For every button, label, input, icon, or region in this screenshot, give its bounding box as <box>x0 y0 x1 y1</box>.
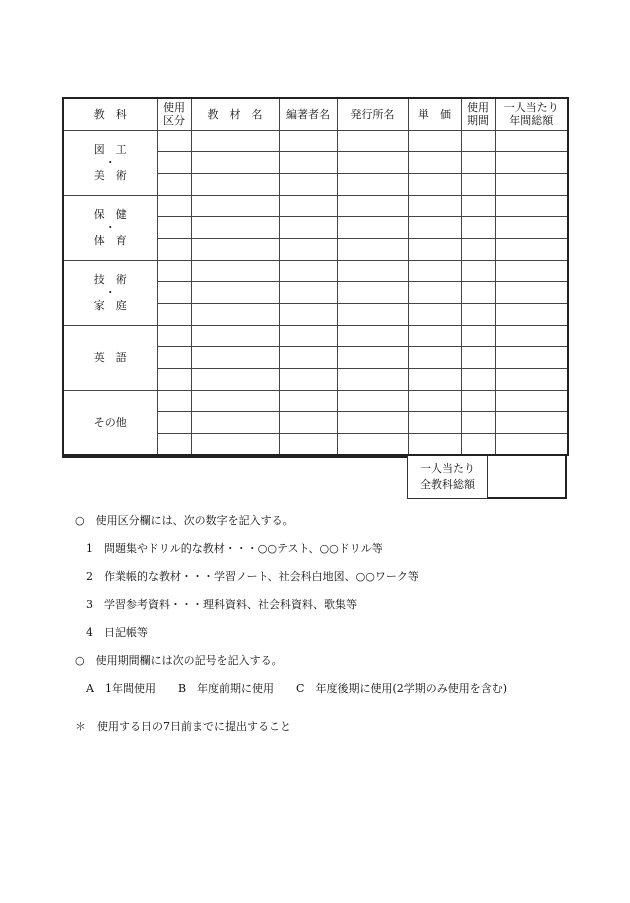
note-usage-period: ○ 使用期間欄には次の記号を記入する。 <box>75 654 283 667</box>
entry-cell[interactable] <box>279 152 337 174</box>
entry-cell[interactable] <box>495 369 568 391</box>
note-deadline: ＊ 使用する日の7日前までに提出すること <box>75 720 291 733</box>
entry-cell[interactable] <box>461 390 495 412</box>
entry-cell[interactable] <box>461 152 495 174</box>
entry-cell[interactable] <box>191 260 279 282</box>
subject-separator: ・ <box>104 156 116 170</box>
entry-cell[interactable] <box>279 347 337 369</box>
entry-cell[interactable] <box>337 195 408 217</box>
header-author: 編著者名 <box>279 98 337 130</box>
subject-label: 保 健 <box>93 208 127 222</box>
entry-cell[interactable] <box>495 260 568 282</box>
entry-cell[interactable] <box>495 173 568 195</box>
entry-cell[interactable] <box>157 304 191 326</box>
entry-cell[interactable] <box>191 282 279 304</box>
header-publisher: 発行所名 <box>337 98 408 130</box>
header-annual-total: 一人当たり年間総額 <box>495 98 568 130</box>
entry-cell[interactable] <box>495 434 568 456</box>
entry-cell[interactable] <box>408 282 461 304</box>
entry-cell[interactable] <box>461 347 495 369</box>
subject-label: 英 語 <box>93 351 127 365</box>
entry-cell[interactable] <box>157 260 191 282</box>
entry-cell[interactable] <box>337 152 408 174</box>
entry-cell[interactable] <box>157 152 191 174</box>
entry-cell[interactable] <box>495 195 568 217</box>
entry-cell[interactable] <box>279 304 337 326</box>
entry-cell[interactable] <box>461 173 495 195</box>
entry-cell[interactable] <box>337 238 408 260</box>
entry-cell[interactable] <box>337 325 408 347</box>
entry-cell[interactable] <box>191 325 279 347</box>
entry-cell[interactable] <box>157 217 191 239</box>
note-usage-type-1: 1 問題集やドリル的な教材・・・○○テスト、○○ドリル等 <box>86 542 383 555</box>
entry-cell[interactable] <box>157 173 191 195</box>
entry-cell[interactable] <box>461 369 495 391</box>
entry-cell[interactable] <box>337 260 408 282</box>
entry-cell[interactable] <box>408 195 461 217</box>
header-material-name: 教 材 名 <box>191 98 279 130</box>
entry-cell[interactable] <box>461 412 495 434</box>
total-label <box>407 456 487 499</box>
entry-cell[interactable] <box>337 369 408 391</box>
subject-label: 美 術 <box>93 169 127 183</box>
entry-cell[interactable] <box>191 217 279 239</box>
entry-cell[interactable] <box>461 217 495 239</box>
entry-cell[interactable] <box>157 412 191 434</box>
subject-cell <box>63 325 157 390</box>
table-row <box>63 195 568 217</box>
entry-cell[interactable] <box>191 195 279 217</box>
total-value-cell[interactable] <box>487 456 567 499</box>
entry-cell[interactable] <box>157 390 191 412</box>
entry-cell[interactable] <box>157 347 191 369</box>
entry-cell[interactable] <box>408 152 461 174</box>
total-row-blank <box>62 456 407 501</box>
entry-cell[interactable] <box>408 434 461 456</box>
entry-cell[interactable] <box>408 412 461 434</box>
header-usage-type: 使用区分 <box>157 98 191 130</box>
total-label-line1: 一人当たり <box>420 462 475 475</box>
entry-cell[interactable] <box>191 173 279 195</box>
entry-cell[interactable] <box>157 369 191 391</box>
entry-cell[interactable] <box>279 217 337 239</box>
entry-cell[interactable] <box>337 412 408 434</box>
entry-cell[interactable] <box>191 238 279 260</box>
entry-cell[interactable] <box>495 152 568 174</box>
table-row <box>63 325 568 347</box>
entry-cell[interactable] <box>337 434 408 456</box>
entry-cell[interactable] <box>279 173 337 195</box>
entry-cell[interactable] <box>495 325 568 347</box>
entry-cell[interactable] <box>461 304 495 326</box>
entry-cell[interactable] <box>337 217 408 239</box>
entry-cell[interactable] <box>461 195 495 217</box>
entry-cell[interactable] <box>408 238 461 260</box>
entry-cell[interactable] <box>337 282 408 304</box>
total-row <box>62 456 567 499</box>
entry-cell[interactable] <box>461 434 495 456</box>
note-usage-type-3: 3 学習参考資料・・・理科資料、社会科資料、歌集等 <box>86 598 357 611</box>
entry-cell[interactable] <box>337 347 408 369</box>
header-unit-price: 単 価 <box>408 98 461 130</box>
entry-cell[interactable] <box>279 195 337 217</box>
entry-cell[interactable] <box>157 130 191 152</box>
entry-cell[interactable] <box>191 390 279 412</box>
entry-cell[interactable] <box>191 434 279 456</box>
entry-cell[interactable] <box>408 304 461 326</box>
entry-cell[interactable] <box>191 152 279 174</box>
entry-cell[interactable] <box>279 434 337 456</box>
entry-cell[interactable] <box>461 130 495 152</box>
entry-cell[interactable] <box>337 390 408 412</box>
entry-cell[interactable] <box>337 304 408 326</box>
entry-cell[interactable] <box>279 390 337 412</box>
entry-cell[interactable] <box>337 130 408 152</box>
entry-cell[interactable] <box>191 347 279 369</box>
entry-cell[interactable] <box>495 347 568 369</box>
subject-separator: ・ <box>104 286 116 300</box>
entry-cell[interactable] <box>461 238 495 260</box>
entry-cell[interactable] <box>337 173 408 195</box>
subject-separator: ・ <box>104 221 116 235</box>
entry-cell[interactable] <box>279 130 337 152</box>
entry-cell[interactable] <box>157 325 191 347</box>
entry-cell[interactable] <box>408 173 461 195</box>
entry-cell[interactable] <box>461 260 495 282</box>
subject-cell <box>63 195 157 260</box>
entry-cell[interactable] <box>495 412 568 434</box>
entry-cell[interactable] <box>408 325 461 347</box>
entry-cell[interactable] <box>157 238 191 260</box>
subject-cell <box>63 260 157 325</box>
entry-cell[interactable] <box>461 282 495 304</box>
entry-cell[interactable] <box>495 304 568 326</box>
entry-cell[interactable] <box>279 412 337 434</box>
subject-cell <box>63 390 157 455</box>
entry-cell[interactable] <box>191 304 279 326</box>
subject-label: 技 術 <box>93 273 127 287</box>
header-subject: 教 科 <box>63 98 157 130</box>
entry-cell[interactable] <box>191 412 279 434</box>
entry-cell[interactable] <box>495 217 568 239</box>
table-row <box>63 130 568 152</box>
entry-cell[interactable] <box>495 282 568 304</box>
entry-cell[interactable] <box>279 238 337 260</box>
note-usage-type: ○ 使用区分欄には、次の数字を記入する。 <box>75 514 294 527</box>
entry-cell[interactable] <box>408 390 461 412</box>
note-usage-type-2: 2 作業帳的な教材・・・学習ノート、社会科白地図、○○ワーク等 <box>86 570 419 583</box>
subject-label: 家 庭 <box>93 299 127 313</box>
subject-label: 体 育 <box>93 234 127 248</box>
entry-cell[interactable] <box>279 260 337 282</box>
table-header-row <box>63 98 568 130</box>
entry-cell[interactable] <box>408 369 461 391</box>
note-usage-type-4: 4 日記帳等 <box>86 626 148 639</box>
table-row <box>63 260 568 282</box>
entry-cell[interactable] <box>408 347 461 369</box>
entry-cell[interactable] <box>157 434 191 456</box>
entry-cell[interactable] <box>157 282 191 304</box>
entry-cell[interactable] <box>408 260 461 282</box>
entry-cell[interactable] <box>408 130 461 152</box>
entry-cell[interactable] <box>157 195 191 217</box>
note-usage-period-codes: A 1年間使用 B 年度前期に使用 C 年度後期に使用(2学期のみ使用を含む) <box>86 682 508 695</box>
entry-cell[interactable] <box>191 369 279 391</box>
materials-table <box>62 97 569 456</box>
table-row <box>63 390 568 412</box>
subject-label: その他 <box>93 416 127 430</box>
subject-label: 図 工 <box>93 143 127 157</box>
entry-cell[interactable] <box>191 130 279 152</box>
entry-cell[interactable] <box>279 369 337 391</box>
entry-cell[interactable] <box>461 325 495 347</box>
entry-cell[interactable] <box>279 325 337 347</box>
entry-cell[interactable] <box>495 238 568 260</box>
entry-cell[interactable] <box>408 217 461 239</box>
total-label-line2: 全教科総額 <box>420 478 475 491</box>
entry-cell[interactable] <box>279 282 337 304</box>
entry-cell[interactable] <box>495 390 568 412</box>
entry-cell[interactable] <box>495 130 568 152</box>
subject-cell <box>63 130 157 195</box>
header-usage-period: 使用期間 <box>461 98 495 130</box>
